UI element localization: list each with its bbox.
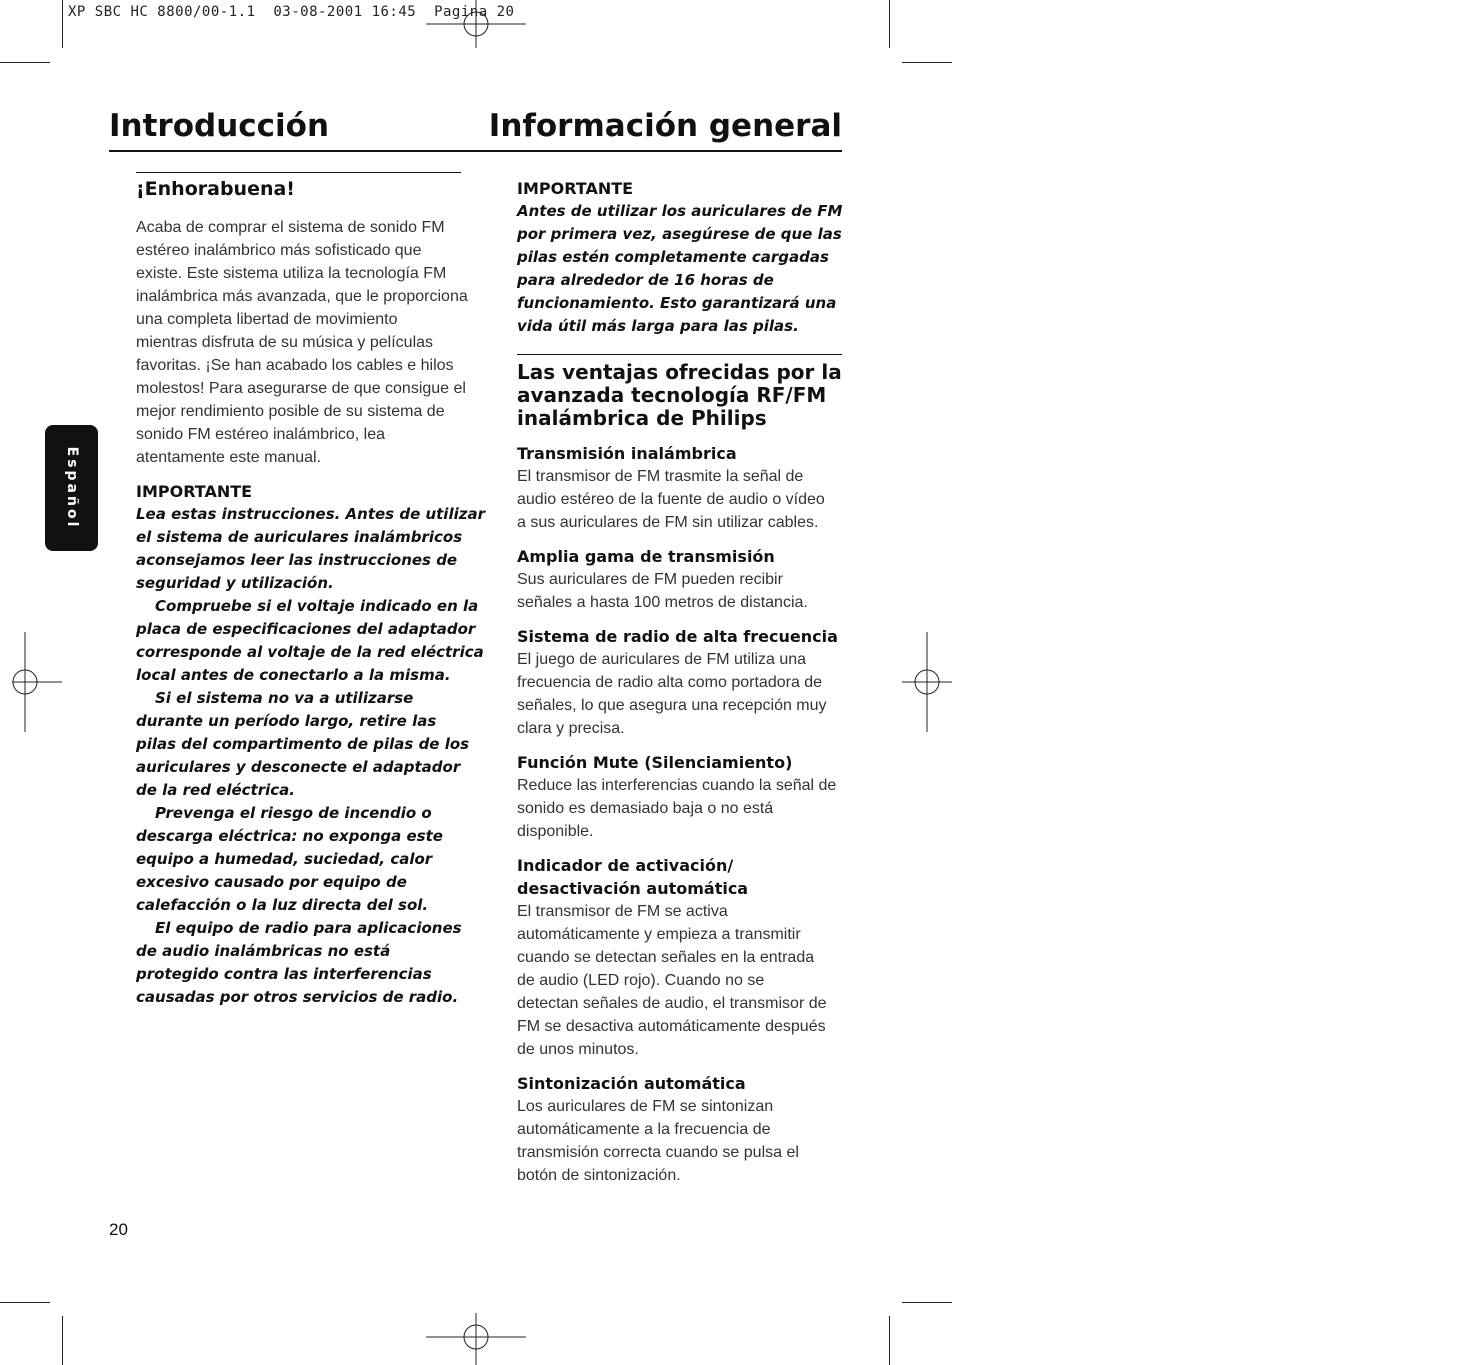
left-column — [136, 172, 485, 1009]
title-line: inalámbrica de Philips — [517, 406, 767, 430]
text-line: descarga eléctrica: no exponga este — [136, 827, 443, 845]
text-line: por primera vez, asegúrese de que las — [517, 225, 842, 243]
intro-paragraph — [136, 216, 468, 469]
text-line: audio estéreo de la fuente de audio o vídeo — [517, 491, 825, 508]
text-line: inalámbrica más avanzada, que le proporciona — [136, 288, 468, 305]
text-line: vida útil más larga para las pilas. — [517, 317, 799, 335]
feature-heading — [517, 854, 842, 900]
text-line: Antes de utilizar los auriculares de FM — [517, 202, 843, 220]
text-line: clara y precisa. — [517, 720, 625, 737]
text-line: señales a hasta 100 metros de distancia. — [517, 594, 808, 611]
text-line: causadas por otros servicios de radio. — [136, 988, 459, 1006]
text-line: sonido es demasiado baja o no está — [517, 800, 774, 817]
text-line: protegido contra las interferencias — [136, 965, 432, 983]
feature-heading-line: desactivación automática — [517, 879, 749, 898]
text-line: seguridad y utilización. — [136, 574, 334, 592]
important-label: IMPORTANTE — [517, 179, 634, 198]
text-line: atentamente este manual. — [136, 449, 322, 466]
feature-description — [517, 1095, 842, 1187]
crop-mark — [0, 62, 50, 63]
important-notice — [517, 200, 842, 338]
text-line: Acaba de comprar el sistema de sonido FM — [136, 219, 445, 236]
feature-heading-line: Sistema de radio de alta frecuencia — [517, 627, 838, 646]
text-line: Si el sistema no va a utilizarse — [155, 689, 414, 707]
title-line: avanzada tecnología RF/FM — [517, 383, 827, 407]
section-rule — [136, 172, 461, 173]
header-rule — [109, 150, 842, 152]
page-title-right: Información general — [488, 108, 842, 144]
registration-mark-icon — [902, 632, 952, 732]
important-notice — [136, 503, 485, 1009]
text-line: Los auriculares de FM se sintonizan — [517, 1098, 774, 1115]
important-label: IMPORTANTE — [136, 482, 253, 501]
crop-mark — [0, 1302, 50, 1303]
feature-mute — [517, 751, 842, 843]
registration-mark-icon — [426, 0, 526, 48]
text-line: transmisión correcta cuando se pulsa el — [517, 1144, 799, 1161]
text-line: el sistema de auriculares inalámbricos — [136, 528, 463, 546]
text-line: Prevenga el riesgo de incendio o — [155, 804, 432, 822]
crop-mark — [62, 1316, 63, 1365]
feature-wireless-transmission — [517, 442, 842, 534]
text-line: disponible. — [517, 823, 594, 840]
feature-heading-line: Función Mute (Silenciamiento) — [517, 753, 793, 772]
crop-mark — [889, 1316, 890, 1365]
title-line: Las ventajas ofrecidas por la — [517, 360, 842, 384]
feature-heading — [517, 1072, 842, 1095]
crop-mark — [902, 62, 952, 63]
text-line: frecuencia de radio alta como portadora de — [517, 674, 823, 691]
section-title-congratulations: ¡Enhorabuena! — [136, 178, 295, 200]
text-line: de audio (LED rojo). Cuando no se — [517, 972, 765, 989]
text-line: Compruebe si el voltaje indicado en la — [155, 597, 479, 615]
text-line: molestos! Para asegurarse de que consigue el — [136, 380, 466, 397]
text-line: de unos minutos. — [517, 1041, 639, 1058]
text-line: pilas estén completamente cargadas — [517, 248, 829, 266]
text-line: Sus auriculares de FM pueden recibir — [517, 571, 783, 588]
text-line: El juego de auriculares de FM utiliza una — [517, 651, 807, 668]
text-line: mientras disfruta de su música y películas — [136, 334, 434, 351]
text-line: de audio inalámbricas no está — [136, 942, 391, 960]
text-line: El transmisor de FM se activa — [517, 903, 728, 920]
text-line: cuando se detectan señales en la entrada — [517, 949, 815, 966]
section-title-advantages — [517, 361, 842, 430]
text-line: detectan señales de audio, el transmisor de — [517, 995, 827, 1012]
text-line: de la red eléctrica. — [136, 781, 295, 799]
feature-description — [517, 568, 842, 614]
feature-heading — [517, 751, 842, 774]
feature-transmission-range — [517, 545, 842, 614]
registration-mark-icon — [426, 1313, 526, 1365]
text-line: una completa libertad de movimiento — [136, 311, 398, 328]
right-column — [517, 172, 842, 1187]
text-line: equipo a humedad, suciedad, calor — [136, 850, 433, 868]
feature-auto-on-off — [517, 854, 842, 1061]
feature-heading — [517, 625, 842, 648]
feature-heading-line: Transmisión inalámbrica — [517, 444, 737, 463]
text-line: funcionamiento. Esto garantizará una — [517, 294, 837, 312]
text-line: botón de sintonización. — [517, 1167, 681, 1184]
text-line: mejor rendimiento posible de su sistema de — [136, 403, 445, 420]
text-line: para alrededor de 16 horas de — [517, 271, 774, 289]
crop-mark — [902, 1302, 952, 1303]
text-line: aconsejamos leer las instrucciones de — [136, 551, 458, 569]
text-line: a sus auriculares de FM sin utilizar cables. — [517, 514, 819, 531]
text-line: Reduce las interferencias cuando la señal de — [517, 777, 837, 794]
text-line: Lea estas instrucciones. Antes de utilizar — [136, 505, 485, 523]
crop-mark — [889, 0, 890, 48]
registration-mark-icon — [12, 632, 38, 732]
page-title-left: Introducción — [109, 108, 330, 144]
language-tab-label: Español — [63, 446, 80, 530]
text-line: excesivo causado por equipo de — [136, 873, 407, 891]
text-line: existe. Este sistema utiliza la tecnología FM — [136, 265, 447, 282]
feature-auto-tuning — [517, 1072, 842, 1187]
text-line: FM se desactiva automáticamente después — [517, 1018, 826, 1035]
text-line: estéreo inalámbrico más sofisticado que — [136, 242, 422, 259]
text-line: El transmisor de FM trasmite la señal de — [517, 468, 804, 485]
text-line: local antes de conectarlo a la misma. — [136, 666, 451, 684]
text-line: calefacción o la luz directa del sol. — [136, 896, 429, 914]
language-tab — [45, 425, 98, 551]
feature-heading-line: Sintonización automática — [517, 1074, 746, 1093]
feature-description — [517, 465, 842, 534]
feature-heading-line: Amplia gama de transmisión — [517, 547, 775, 566]
text-line: automáticamente a la frecuencia de — [517, 1121, 771, 1138]
feature-heading — [517, 442, 842, 465]
page-number: 20 — [109, 1220, 128, 1239]
feature-high-frequency — [517, 625, 842, 740]
feature-description — [517, 900, 842, 1061]
text-line: auriculares y desconecte el adaptador — [136, 758, 461, 776]
text-line: El equipo de radio para aplicaciones — [155, 919, 462, 937]
feature-description — [517, 774, 842, 843]
text-line: pilas del compartimento de pilas de los — [136, 735, 470, 753]
text-line: señales, lo que asegura una recepción muy — [517, 697, 827, 714]
text-line: automáticamente y empieza a transmitir — [517, 926, 801, 943]
text-line: corresponde al voltaje de la red eléctrica — [136, 643, 484, 661]
print-slug: XP SBC HC 8800/00-1.1 03-08-2001 16:45 Pagina 20 — [68, 4, 515, 20]
crop-mark — [62, 0, 63, 48]
text-line: sonido FM estéreo inalámbrico, lea — [136, 426, 386, 443]
feature-heading — [517, 545, 842, 568]
text-line: durante un período largo, retire las — [136, 712, 437, 730]
text-line: favoritas. ¡Se han acabado los cables e hilos — [136, 357, 454, 374]
section-rule — [517, 354, 842, 355]
feature-description — [517, 648, 842, 740]
feature-heading-line: Indicador de activación/ — [517, 856, 734, 875]
text-line: placa de especificaciones del adaptador — [136, 620, 476, 638]
